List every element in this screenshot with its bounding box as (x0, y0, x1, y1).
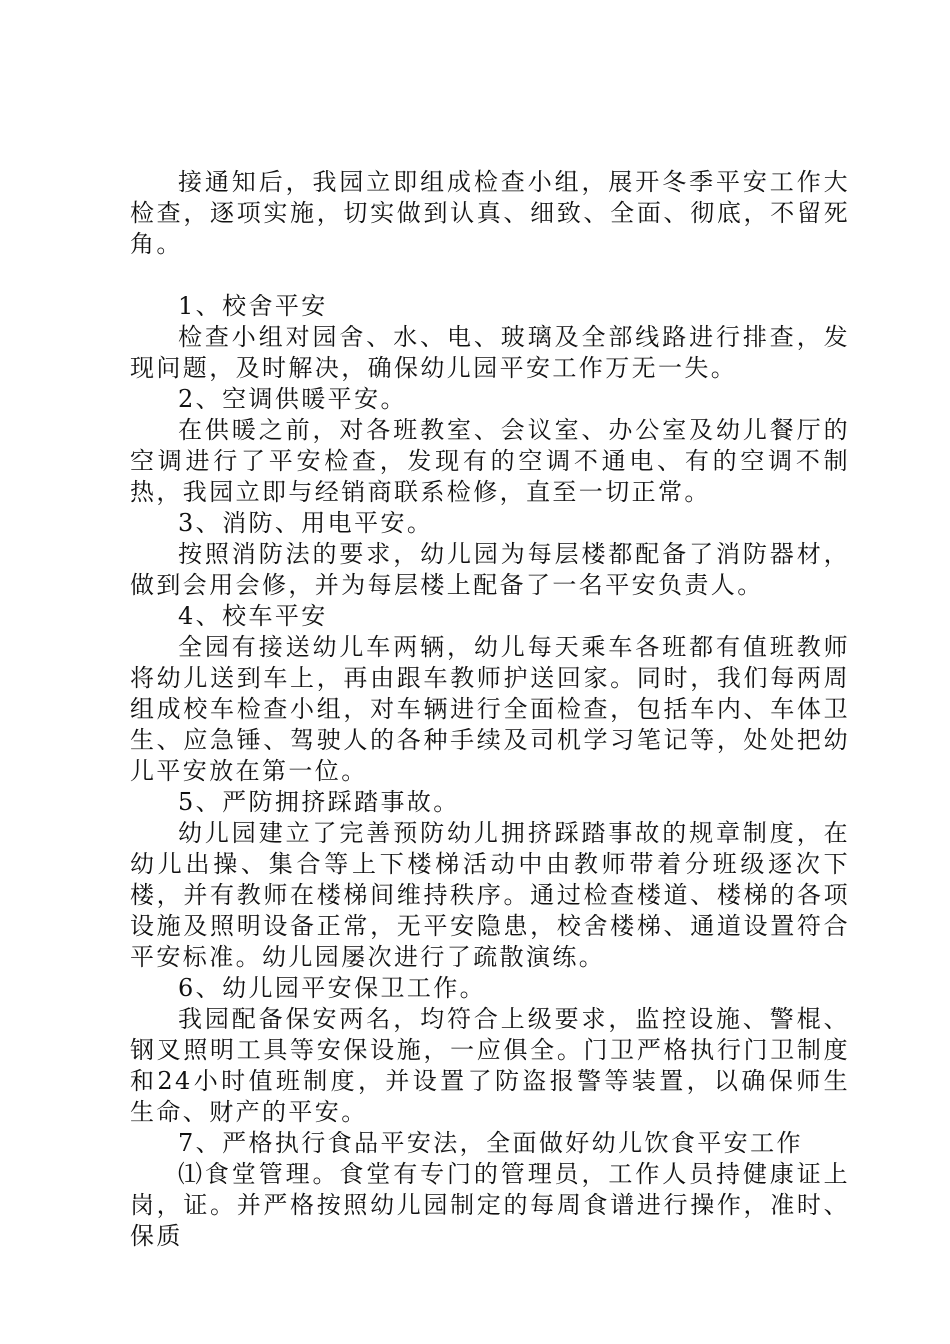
section-heading-4: 4、校车平安 (178, 602, 328, 630)
section-paragraph-4: 全园有接送幼儿车两辆，幼儿每天乘车各班都有值班教师将幼儿送到车上，再由跟车教师护送回家。同时，我们每两周组成校车检查小组，对车辆进行全面检查，包括车内、车体卫生、应急锤、驾驶人的各种手续及司机学习笔记等，处处把幼儿平安放在第一位。 (130, 633, 850, 785)
section-paragraph-2: 在供暖之前，对各班教室、会议室、办公室及幼儿餐厅的空调进行了平安检查，发现有的空调不通电、有的空调不制热，我园立即与经销商联系检修，直至一切正常。 (130, 416, 850, 506)
section-heading-1: 1、校舍平安 (178, 292, 328, 320)
section-paragraph-7: ⑴食堂管理。食堂有专门的管理员，工作人员持健康证上岗，证。并严格按照幼儿园制定的每周食谱进行操作，准时、保质 (130, 1160, 850, 1250)
section-paragraph-3: 按照消防法的要求，幼儿园为每层楼都配备了消防器材，做到会用会修，并为每层楼上配备了一名平安负责人。 (130, 540, 850, 599)
intro-paragraph: 接通知后，我园立即组成检查小组，展开冬季平安工作大检查，逐项实施，切实做到认真、细致、全面、彻底，不留死角。 (130, 168, 850, 258)
section-heading-3: 3、消防、用电平安。 (178, 509, 434, 537)
section-heading-6: 6、幼儿园平安保卫工作。 (178, 974, 487, 1002)
section-heading-7: 7、严格执行食品平安法，全面做好幼儿饮食平安工作 (178, 1129, 803, 1157)
section-paragraph-5: 幼儿园建立了完善预防幼儿拥挤踩踏事故的规章制度，在幼儿出操、集合等上下楼梯活动中由教师带着分班级逐次下楼，并有教师在楼梯间维持秩序。通过检查楼道、楼梯的各项设施及照明设备正常，无平安隐患，校舍楼梯、通道设置符合平安标准。幼儿园屡次进行了疏散演练。 (130, 819, 850, 971)
section-paragraph-6: 我园配备保安两名，均符合上级要求，监控设施、警棍、钢叉照明工具等安保设施，一应俱全。门卫严格执行门卫制度和24小时值班制度，并设置了防盗报警等装置，以确保师生生命、财产的平安。 (130, 1005, 850, 1126)
section-paragraph-1: 检查小组对园舍、水、电、玻璃及全部线路进行排查，发现问题，及时解决，确保幼儿园平安工作万无一失。 (130, 323, 850, 382)
document-body (130, 167, 850, 1252)
section-heading-5: 5、严防拥挤踩踏事故。 (178, 788, 460, 816)
section-heading-2: 2、空调供暖平安。 (178, 385, 407, 413)
